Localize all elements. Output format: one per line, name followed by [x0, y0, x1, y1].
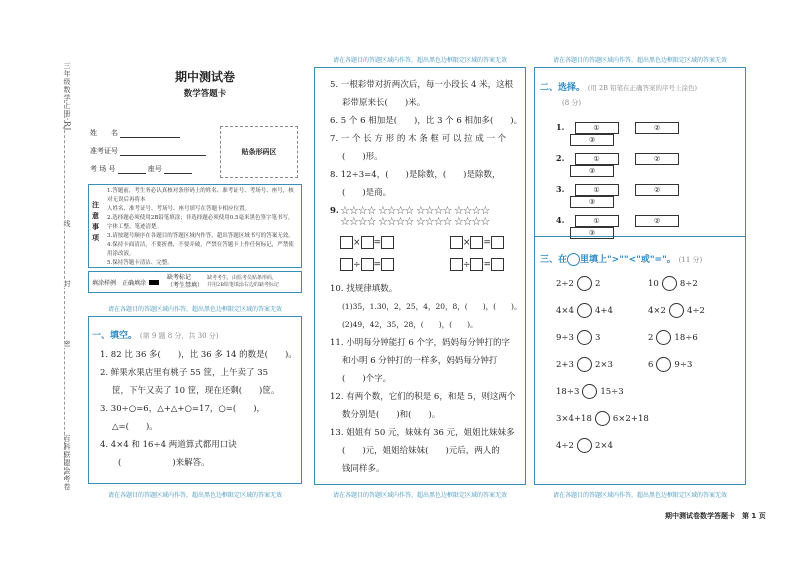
operator: =: [373, 238, 382, 248]
expression-left: 2+3: [556, 360, 574, 370]
section1-title: 一、填空。: [92, 331, 138, 341]
expression-left: 3×4+18: [556, 414, 592, 424]
choice-option[interactable]: ①: [575, 122, 619, 134]
question-2a: 2. 鲜果水果店里有桃子 55 筐，上午卖了 35: [100, 368, 269, 378]
room-field[interactable]: [118, 165, 146, 174]
warning-bar: 请在各题目的答题区域内作答，超出黑色边框限定区域的答案无效: [107, 492, 282, 499]
name-row: [90, 128, 180, 138]
expression-right: 2×4: [594, 441, 613, 451]
question-13a: 13. 姐姐有 50 元，妹妹有 36 元，姐姐比妹妹多: [330, 428, 515, 438]
answer-box[interactable]: [491, 236, 504, 249]
seal-char-3: 密: [63, 340, 71, 348]
question-1: 1. 82 比 36 多( )，比 36 多 14 的数是( )。: [100, 350, 297, 360]
warning-bar: 请在各题目的答题区域内作答，超出黑色边框限定区域的答案无效: [107, 306, 282, 313]
question-4b: ( )来解答。: [118, 458, 210, 468]
fill-example-row: [88, 271, 302, 293]
choice-option[interactable]: ②: [635, 215, 679, 227]
seal-char-1: 线: [63, 220, 71, 228]
operator: =: [373, 260, 382, 270]
warning-bar: 请在各题目的答题区域内作答，超出黑色边框限定区域的答案无效: [332, 492, 507, 499]
room-label: 考 场 号: [90, 165, 116, 173]
expression-right: 9÷3: [674, 360, 693, 370]
choice-option[interactable]: ③: [570, 165, 614, 177]
page-footer: 期中测试卷数学答题卡 第 1 页: [665, 512, 766, 520]
choice-row-3: [556, 184, 736, 208]
section2-hint: (用 2B 铅笔在正确答案的序号上涂色): [587, 84, 698, 92]
compare-circle[interactable]: [577, 276, 592, 291]
choice-option[interactable]: ②: [635, 122, 679, 134]
compare-circle[interactable]: [577, 357, 592, 372]
circle-icon: [567, 253, 580, 266]
section3-header: [540, 252, 702, 266]
question-10: 10. 找规律填数。: [330, 284, 398, 294]
question-7b: ( )形。: [342, 152, 383, 162]
section2-header: [540, 80, 697, 93]
question-8b: ( )是商。: [342, 188, 392, 198]
section2-title: 二、选择。: [540, 83, 586, 93]
section3-score: (11 分): [678, 256, 703, 264]
exam-no-label: 准考证号: [90, 147, 118, 155]
question-13c: 钱同样多。: [342, 464, 385, 474]
warning-bar: 请在各题目的答题区域内作答，超出黑色边框限定区域的答案无效: [332, 57, 507, 64]
question-6: 6. 5 个 6 相加是( )，比 3 个 6 相加多( )。: [330, 116, 523, 126]
compare-circle[interactable]: [656, 330, 671, 345]
note-line: 人姓名、准考证号、考场号、座号填写在答题卡相应位置。: [107, 206, 251, 212]
answer-box[interactable]: [450, 236, 463, 249]
answer-box[interactable]: [361, 258, 374, 271]
notes-label: 注意事项: [92, 200, 99, 242]
question-5a: 5. 一根彩带对折两次后，每一小段长 4 米，这根: [330, 80, 514, 90]
section1-header: [92, 328, 219, 341]
choice-option[interactable]: ③: [570, 134, 614, 146]
operator: =: [483, 260, 491, 270]
compare-circle[interactable]: [669, 303, 684, 318]
answer-box[interactable]: [470, 258, 483, 271]
question-7a: 7. 一 个 长 方 形 的 木 条 框 可 以 拉 成 一 个: [330, 134, 507, 144]
seat-label: 座号: [147, 165, 162, 173]
expression-left: 10: [648, 279, 659, 289]
question-3b: △=( )。: [112, 422, 158, 432]
expression-right: 2: [594, 279, 601, 289]
answer-box[interactable]: [450, 258, 463, 271]
fill-example-label: 填涂样例: [92, 279, 117, 287]
expression-right: 15÷3: [600, 387, 624, 397]
answer-box[interactable]: [491, 258, 504, 271]
question-3a: 3. 30÷○=6，△+△+○=17，○=( )，: [100, 404, 266, 414]
choice-option[interactable]: ②: [635, 153, 679, 165]
question-4a: 4. 4×4 和 16÷4 两道算式都用口诀: [100, 440, 237, 450]
section1-score: (第 9 题 8 分，共 30 分): [139, 332, 219, 340]
choice-row-2: [556, 153, 736, 177]
operator: ÷: [353, 260, 361, 270]
question-9: 9.: [330, 206, 339, 216]
expression-left: 4×4: [556, 306, 574, 316]
compare-circle[interactable]: [656, 357, 671, 372]
question-13b: ( )元，姐姐给妹妹( )元后，两人的: [342, 446, 500, 456]
expression-right: 4÷2: [686, 306, 705, 316]
expression-left: 6: [648, 360, 654, 370]
choice-option[interactable]: ①: [575, 215, 619, 227]
choice-option[interactable]: ③: [570, 196, 614, 208]
answer-box[interactable]: [381, 258, 394, 271]
choice-number: 1.: [556, 122, 565, 132]
answer-box[interactable]: [381, 236, 394, 249]
warning-bar: 请在各题目的答题区域内作答，超出黑色边框限定区域的答案无效: [552, 492, 727, 499]
section3-title-post: 里填上">""<"或"="。: [580, 255, 676, 265]
question-10a: (1)35，1.30，2，25，4，20，8，( )，( )。: [342, 302, 522, 311]
choice-number: 4.: [556, 215, 565, 225]
operator: ×: [353, 238, 361, 248]
compare-circle[interactable]: [577, 303, 592, 318]
grade-label: 三年级数学上册·RJ: [63, 62, 71, 132]
compare-circle[interactable]: [577, 330, 592, 345]
binding-line: [64, 100, 66, 480]
question-11b: 和小明 6 分钟打的一样多，妈妈每分钟打: [342, 356, 498, 366]
seat-field[interactable]: [164, 165, 192, 174]
note-line: 2.选择题必须使用2B铅笔填涂；非选择题必须使用0.5毫米黑色签字笔书写，字体工整、笔迹清楚。: [107, 215, 294, 230]
question-12a: 12. 有两个数，它们的积是 6，和是 5，则这两个: [330, 392, 516, 402]
question-2b: 筐，下午又卖了 10 筐，现在还剩( )筐。: [112, 386, 280, 396]
exam-no-row: [90, 146, 206, 156]
eq-row-1: [340, 236, 504, 249]
name-field[interactable]: [120, 129, 180, 138]
note-line: 4.保持卡面清洁，不要折叠，不要弄破，严禁在答题卡上作任何标记，严禁使用涂改液。: [107, 242, 294, 257]
absent-label: 缺考标记（考生禁填）: [167, 274, 204, 289]
question-5b: 彩带原来长( )米。: [342, 98, 426, 108]
choice-option[interactable]: ③: [570, 227, 614, 239]
expression-right: 18÷6: [674, 333, 698, 343]
expression-right: 4+4: [594, 306, 613, 316]
choice-row-4: [556, 215, 736, 239]
barcode-area: 贴条形码区: [220, 126, 298, 178]
notes-box: [88, 184, 302, 268]
compare-circle[interactable]: [577, 438, 592, 453]
compare-circle[interactable]: [595, 411, 610, 426]
answer-box[interactable]: [470, 236, 483, 249]
seal-char-2: 封: [63, 280, 71, 288]
name-label: 姓 名: [90, 129, 118, 137]
question-11c: ( )个字。: [342, 374, 392, 384]
choice-row-1: [556, 122, 736, 146]
answer-box[interactable]: [340, 236, 353, 249]
notes-text: [107, 187, 299, 268]
question-10b: (2)49，42，35，28，( )，( )。: [342, 320, 478, 329]
choice-number: 3.: [556, 184, 565, 194]
section3-title-pre: 三、在: [540, 255, 568, 265]
section2-score: (8 分): [562, 99, 582, 107]
expression-right: 8÷2: [679, 279, 698, 289]
answer-box[interactable]: [340, 258, 353, 271]
question-12b: 数分别是( )和( )。: [342, 410, 441, 420]
exam-no-field[interactable]: [120, 147, 206, 156]
page-subtitle: 数学答题卡: [183, 89, 227, 99]
choice-option[interactable]: ①: [575, 184, 619, 196]
expression-right: 3: [594, 333, 601, 343]
question-11a: 11. 小明每分钟能打 6 个字，妈妈每分钟打的字: [330, 338, 511, 348]
answer-box[interactable]: [361, 236, 374, 249]
note-line: 5.保持答题卡清洁、完整。: [107, 260, 173, 266]
absent-note: 缺考考生，由监考员贴条形码，并用2B铅笔填涂右边的缺考标记: [207, 275, 279, 288]
choice-option[interactable]: ②: [635, 184, 679, 196]
operator: ×: [462, 238, 471, 248]
operator: ÷: [462, 260, 471, 270]
expression-left: 2: [648, 333, 654, 343]
note-line: 3.请按题号顺序在各题目的答题区域内作答，超出答题区域书写的答案无效。: [107, 233, 294, 239]
expression-left: 2÷2: [556, 279, 574, 289]
room-row: [90, 164, 192, 174]
operator: =: [483, 238, 491, 248]
eq-row-2: [340, 258, 504, 271]
warning-bar: 请在各题目的答题区域内作答，超出黑色边框限定区域的答案无效: [552, 57, 727, 64]
expression-right: 2×3: [594, 360, 613, 370]
expression-right: 6×2+18: [612, 414, 649, 424]
question-8a: 8. 12÷3=4，( )是除数，( )是除数，: [330, 170, 501, 180]
expression-left: 18÷3: [556, 387, 580, 397]
choice-option[interactable]: ①: [575, 153, 619, 165]
expression-left: 9÷3: [556, 333, 574, 343]
correct-fill-label: 正确填涂: [122, 279, 147, 287]
page-title: 期中测试卷: [174, 70, 235, 84]
correct-fill-mark: [149, 280, 159, 285]
compare-circle[interactable]: [662, 276, 677, 291]
expression-left: 4÷2: [556, 441, 574, 451]
star-picture: ☆☆☆☆ ☆☆☆☆ ☆☆☆☆ ☆☆☆☆ ☆☆☆☆ ☆☆☆☆ ☆☆☆☆ ☆☆☆☆: [340, 204, 490, 228]
publisher-label: 百科联盟金考卷: [63, 435, 71, 491]
choice-number: 2.: [556, 153, 565, 163]
compare-circle[interactable]: [582, 384, 597, 399]
expression-left: 4×2: [648, 306, 666, 316]
note-line: 1.答题前，考生务必认真核对条形码上的姓名、准考证号、考场号、座号，核对无误后再将本: [107, 188, 294, 203]
